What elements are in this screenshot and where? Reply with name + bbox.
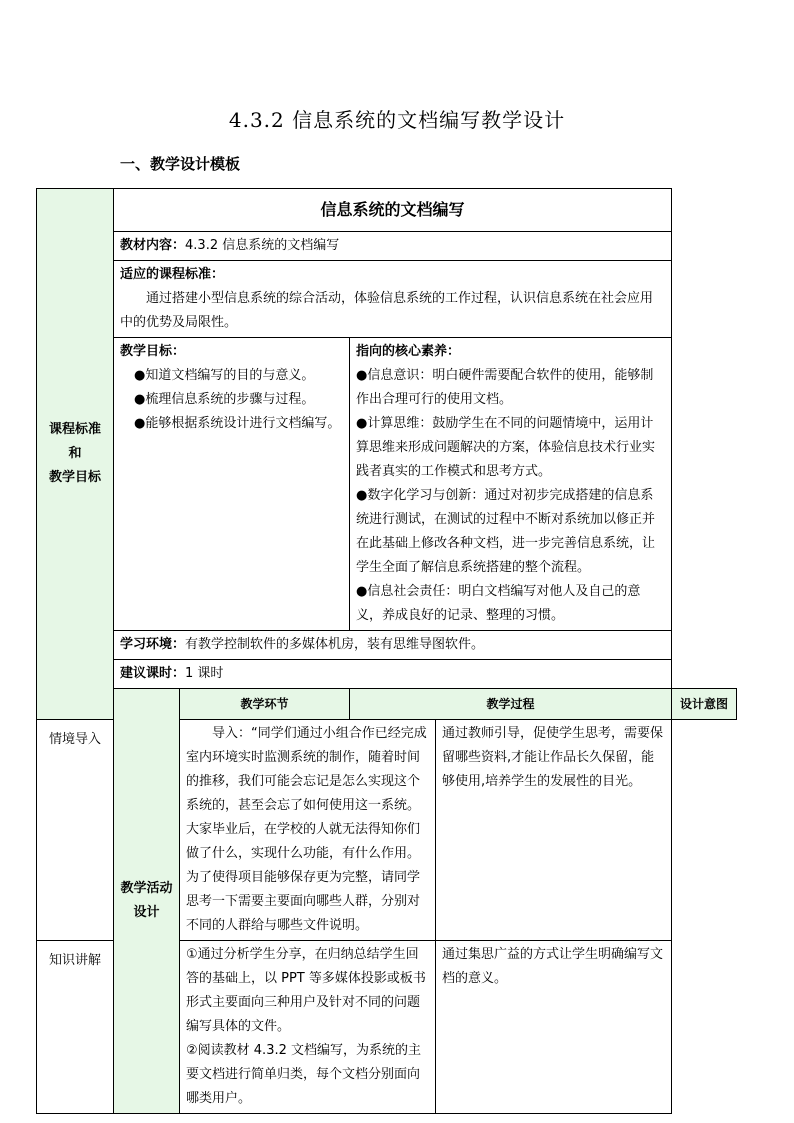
activity-side-label: 教学活动 设计 <box>114 689 180 1114</box>
material-label: 教材内容： <box>120 238 186 253</box>
document-title: 4.3.2 信息系统的文档编写教学设计 <box>228 108 566 132</box>
intent-cell: 通过教师引导，促使学生思考，需要保留哪些资料,才能让作品长久保留，能够使用,培养学生的发展性的目光。 <box>436 720 672 941</box>
lesson-plan-table <box>36 188 737 1114</box>
process-line: ①通过分析学生分享，在归纳总结学生回答的基础上，以 PPT 等多媒体投影或板书形式主要面向三种用户及针对不同的问题编写具体的文件。 <box>186 947 426 1034</box>
course-standard-side-label: 课程标准 和 教学目标 <box>37 189 114 720</box>
environment-label: 学习环境： <box>120 637 186 652</box>
intent-cell: 通过集思广益的方式让学生明确编写文档的意义。 <box>436 941 672 1114</box>
standard-text: 通过搭建小型信息系统的综合活动，体验信息系统的工作过程，认识信息系统在社会应用中的优势及局限性。 <box>120 291 654 330</box>
standard-row <box>114 261 672 338</box>
hours-row <box>114 660 672 689</box>
header-process: 教学过程 <box>350 689 672 720</box>
literacy-item: ●计算思维：鼓励学生在不同的问题情境中，运用计算思维来形成问题解决的方案，体验信息技术行业实践者真实的工作模式和思考方式。 <box>356 416 656 479</box>
course-title: 信息系统的文档编写 <box>114 189 672 232</box>
header-stage: 教学环节 <box>180 689 350 720</box>
literacy-item: ●数字化学习与创新：通过对初步完成搭建的信息系统进行测试，在测试的过程中不断对系统加以修正并在此基础上修改各种文档，进一步完善信息系统，让学生全面了解信息系统搭建的整个流程。 <box>356 488 656 575</box>
goal-item: ●梳理信息系统的步骤与过程。 <box>134 392 315 407</box>
hours-label: 建议课时： <box>120 666 186 681</box>
literacy-label: 指向的核心素养： <box>356 344 461 359</box>
material-row <box>114 232 672 261</box>
environment-value: 有教学控制软件的多媒体机房，装有思维导图软件。 <box>185 637 485 652</box>
material-value: 4.3.2 信息系统的文档编写 <box>185 238 340 253</box>
process-line: ②阅读教材 4.3.2 文档编写，为系统的主要文档进行简单归类，每个文档分别面向哪类用户。 <box>186 1043 421 1106</box>
stage-cell: 情境导入 <box>37 720 114 941</box>
goals-label: 教学目标： <box>120 344 186 359</box>
hours-value: 1 课时 <box>185 666 224 681</box>
literacy-cell <box>350 338 672 631</box>
goal-item: ●能够根据系统设计进行文档编写。 <box>134 416 341 431</box>
stage-cell: 知识讲解 <box>37 941 114 1114</box>
literacy-item: ●信息社会责任：明白文档编写对他人及自己的意义，养成良好的记录、整理的习惯。 <box>356 584 641 623</box>
header-intent: 设计意图 <box>672 689 737 720</box>
standard-label: 适应的课程标准： <box>120 267 225 282</box>
goals-cell <box>114 338 350 631</box>
goal-item: ●知道文档编写的目的与意义。 <box>134 368 315 383</box>
process-cell: 导入：“同学们通过小组合作已经完成室内环境实时监测系统的制作，随着时间的推移，我们可能会忘记是怎么实现这个系统的，甚至会忘了如何使用这一系统。大家毕业后，在学校的人就无法得知你们做了什么，实现什么功能，有什么作用。为了使得项目能够保存更为完整，请同学思考一下需要主要面向哪些人群，分别对不同的人群给与哪些文件说明。 <box>180 720 436 941</box>
environment-row <box>114 631 672 660</box>
process-cell <box>180 941 436 1114</box>
literacy-item: ●信息意识：明白硬件需要配合软件的使用，能够制作出合理可行的使用文档。 <box>356 368 654 407</box>
section-heading: 一、教学设计模板 <box>120 155 241 173</box>
